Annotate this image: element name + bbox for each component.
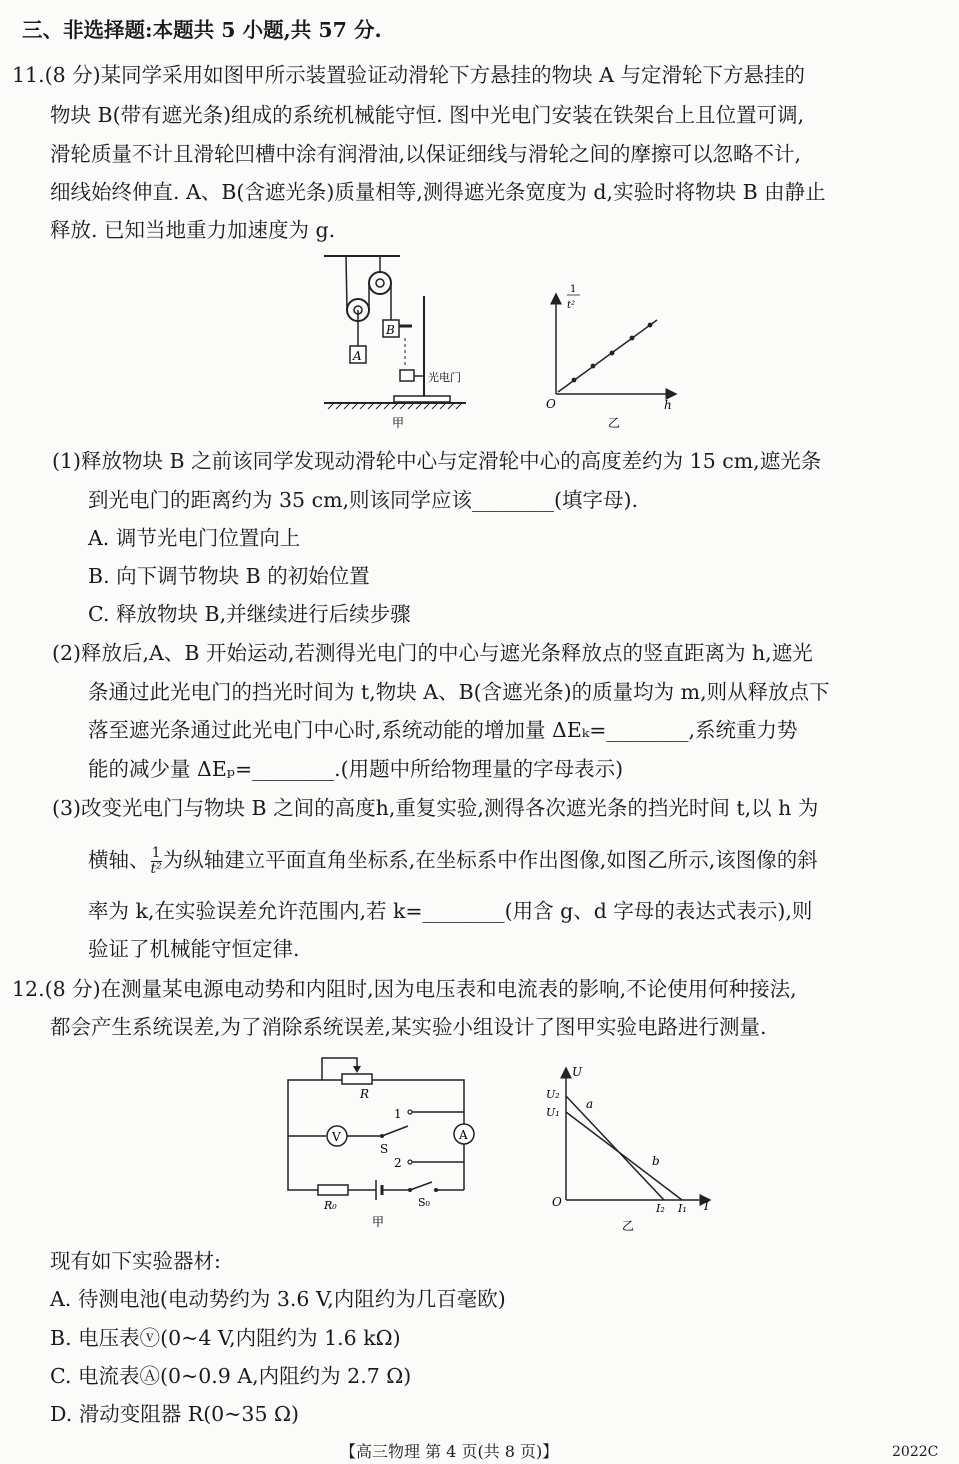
y-label-den: t²	[567, 300, 576, 311]
q11-line-4: 细线始终伸直. A、B(含遮光条)质量相等,测得遮光条宽度为 d,实验时将物块 B 由静止	[50, 180, 826, 204]
q11-option-b: B. 向下调节物块 B 的初始位置	[88, 564, 370, 588]
q11-part3-pre: 横轴、	[88, 848, 150, 872]
q12-line-1: 12.(8 分)在测量某电源电动势和内阻时,因为电压表和电流表的影响,不论使用何种接法,	[12, 977, 797, 1001]
q11-part3-line-3: 率为 k,在实验误差允许范围内,若 k=________(用含 g、d 字母的表达式表示),则	[88, 899, 813, 923]
photogate	[400, 370, 414, 381]
y-label-num: 1	[570, 284, 577, 295]
fraction-1-over-t2: $\frac{1}{\text{t²}}$	[150, 845, 162, 877]
switch-s	[382, 1126, 408, 1136]
q11-option-a: A. 调节光电门位置向上	[88, 526, 301, 550]
q11-part3-post: 为纵轴建立平面直角坐标系,在坐标系中作出图像,如图乙所示,该图像的斜	[162, 848, 818, 872]
label-s0: S₀	[418, 1196, 430, 1209]
section-header: 三、非选择题:本题共 5 小题,共 57 分.	[22, 18, 382, 42]
data-point	[591, 364, 596, 369]
fig-jia-caption: 甲	[392, 416, 405, 430]
x-label: h	[664, 398, 672, 412]
q11-part3-line-2	[88, 846, 818, 877]
fig-yi-caption: 乙	[608, 416, 621, 430]
circuit-diagram	[280, 1052, 480, 1232]
label-a: A	[353, 349, 362, 363]
q11-line-2: 物块 B(带有遮光条)组成的系统机械能守恒. 图中光电门安装在铁架台上且位置可调,	[50, 103, 805, 127]
label-s: S	[380, 1142, 389, 1156]
resistor-r0	[318, 1185, 348, 1195]
label-line-b: b	[652, 1154, 660, 1168]
label-r: R	[360, 1087, 370, 1101]
i-axis-label: I	[704, 1199, 709, 1213]
label-u1: U₁	[546, 1106, 560, 1119]
u-i-graph	[540, 1060, 720, 1235]
equipment-a: A. 待测电池(电动势约为 3.6 V,内阻约为几百毫欧)	[50, 1287, 506, 1311]
pulley-apparatus-figure	[320, 250, 470, 430]
q11-part3-line-4: 验证了机械能守恒定律.	[88, 937, 300, 961]
equipment-d: D. 滑动变阻器 R(0~35 Ω)	[50, 1402, 300, 1426]
equipment-b: B. 电压表ⓥ(0~4 V,内阻约为 1.6 kΩ)	[50, 1326, 401, 1350]
origin-label: O	[546, 397, 556, 411]
q11-part2-line-1: (2)释放后,A、B 开始运动,若测得光电门的中心与遮光条释放点的竖直距离为 h,遮光	[52, 641, 813, 665]
u-axis-label: U	[572, 1065, 583, 1079]
data-point	[630, 336, 635, 341]
q12-line-2: 都会产生系统误差,为了消除系统误差,某实验小组设计了图甲实验电路进行测量.	[50, 1015, 767, 1039]
label-i2: I₂	[656, 1202, 665, 1215]
equipment-intro: 现有如下实验器材:	[50, 1249, 221, 1273]
q11-part2-line-3: 落至遮光条通过此光电门中心时,系统动能的增加量 ΔEₖ=________,系统重力势	[88, 718, 798, 742]
label-a: A	[459, 1128, 468, 1142]
footer-code: 2022C	[892, 1444, 939, 1460]
label-i1: I₁	[678, 1202, 687, 1215]
q11-part3-line-1: (3)改变光电门与物块 B 之间的高度h,重复实验,测得各次遮光条的挡光时间 t,以 h 为	[52, 796, 819, 820]
circuit-caption: 甲	[372, 1215, 385, 1229]
q11-line-1: 11.(8 分)某同学采用如图甲所示装置验证动滑轮下方悬挂的物块 A 与定滑轮下方悬挂的	[12, 63, 805, 87]
line-a	[566, 1096, 664, 1200]
q11-option-c: C. 释放物块 B,并继续进行后续步骤	[88, 602, 411, 626]
q11-line-5: 释放. 已知当地重力加速度为 g.	[50, 218, 336, 242]
footer-page-info: 【高三物理 第 4 页(共 8 页)】	[340, 1442, 559, 1461]
rheostat-r	[342, 1074, 372, 1084]
q11-part1-line-2: 到光电门的距离约为 35 cm,则该同学应该________(填字母).	[88, 488, 639, 512]
photogate-label: 光电门	[428, 371, 461, 384]
graph-1-over-t2	[540, 280, 690, 430]
line-b	[566, 1112, 682, 1200]
q11-line-3: 滑轮质量不计且滑轮凹槽中涂有润滑油,以保证细线与滑轮之间的摩擦可以忽略不计,	[50, 142, 802, 166]
label-v: V	[332, 1130, 341, 1144]
data-point	[648, 323, 653, 328]
label-line-a: a	[586, 1097, 594, 1111]
data-point	[610, 351, 615, 356]
data-point	[572, 378, 577, 383]
q11-part2-line-4: 能的减少量 ΔEₚ=________.(用题中所给物理量的字母表示)	[88, 757, 624, 781]
label-pos-2: 2	[394, 1156, 402, 1170]
switch-s0	[410, 1182, 432, 1190]
ui-origin: O	[552, 1195, 562, 1209]
label-b: B	[386, 323, 395, 337]
equipment-c: C. 电流表Ⓐ(0~0.9 A,内阻约为 2.7 Ω)	[50, 1364, 412, 1388]
label-u2: U₂	[546, 1088, 560, 1101]
q11-part2-line-2: 条通过此光电门的挡光时间为 t,物块 A、B(含遮光条)的质量均为 m,则从释放点下	[88, 680, 830, 704]
ui-graph-caption: 乙	[622, 1219, 635, 1233]
label-r0: R₀	[324, 1199, 337, 1212]
q11-part1-line-1: (1)释放物块 B 之前该同学发现动滑轮中心与定滑轮中心的高度差约为 15 cm,遮光条	[52, 449, 822, 473]
label-pos-1: 1	[394, 1107, 402, 1121]
